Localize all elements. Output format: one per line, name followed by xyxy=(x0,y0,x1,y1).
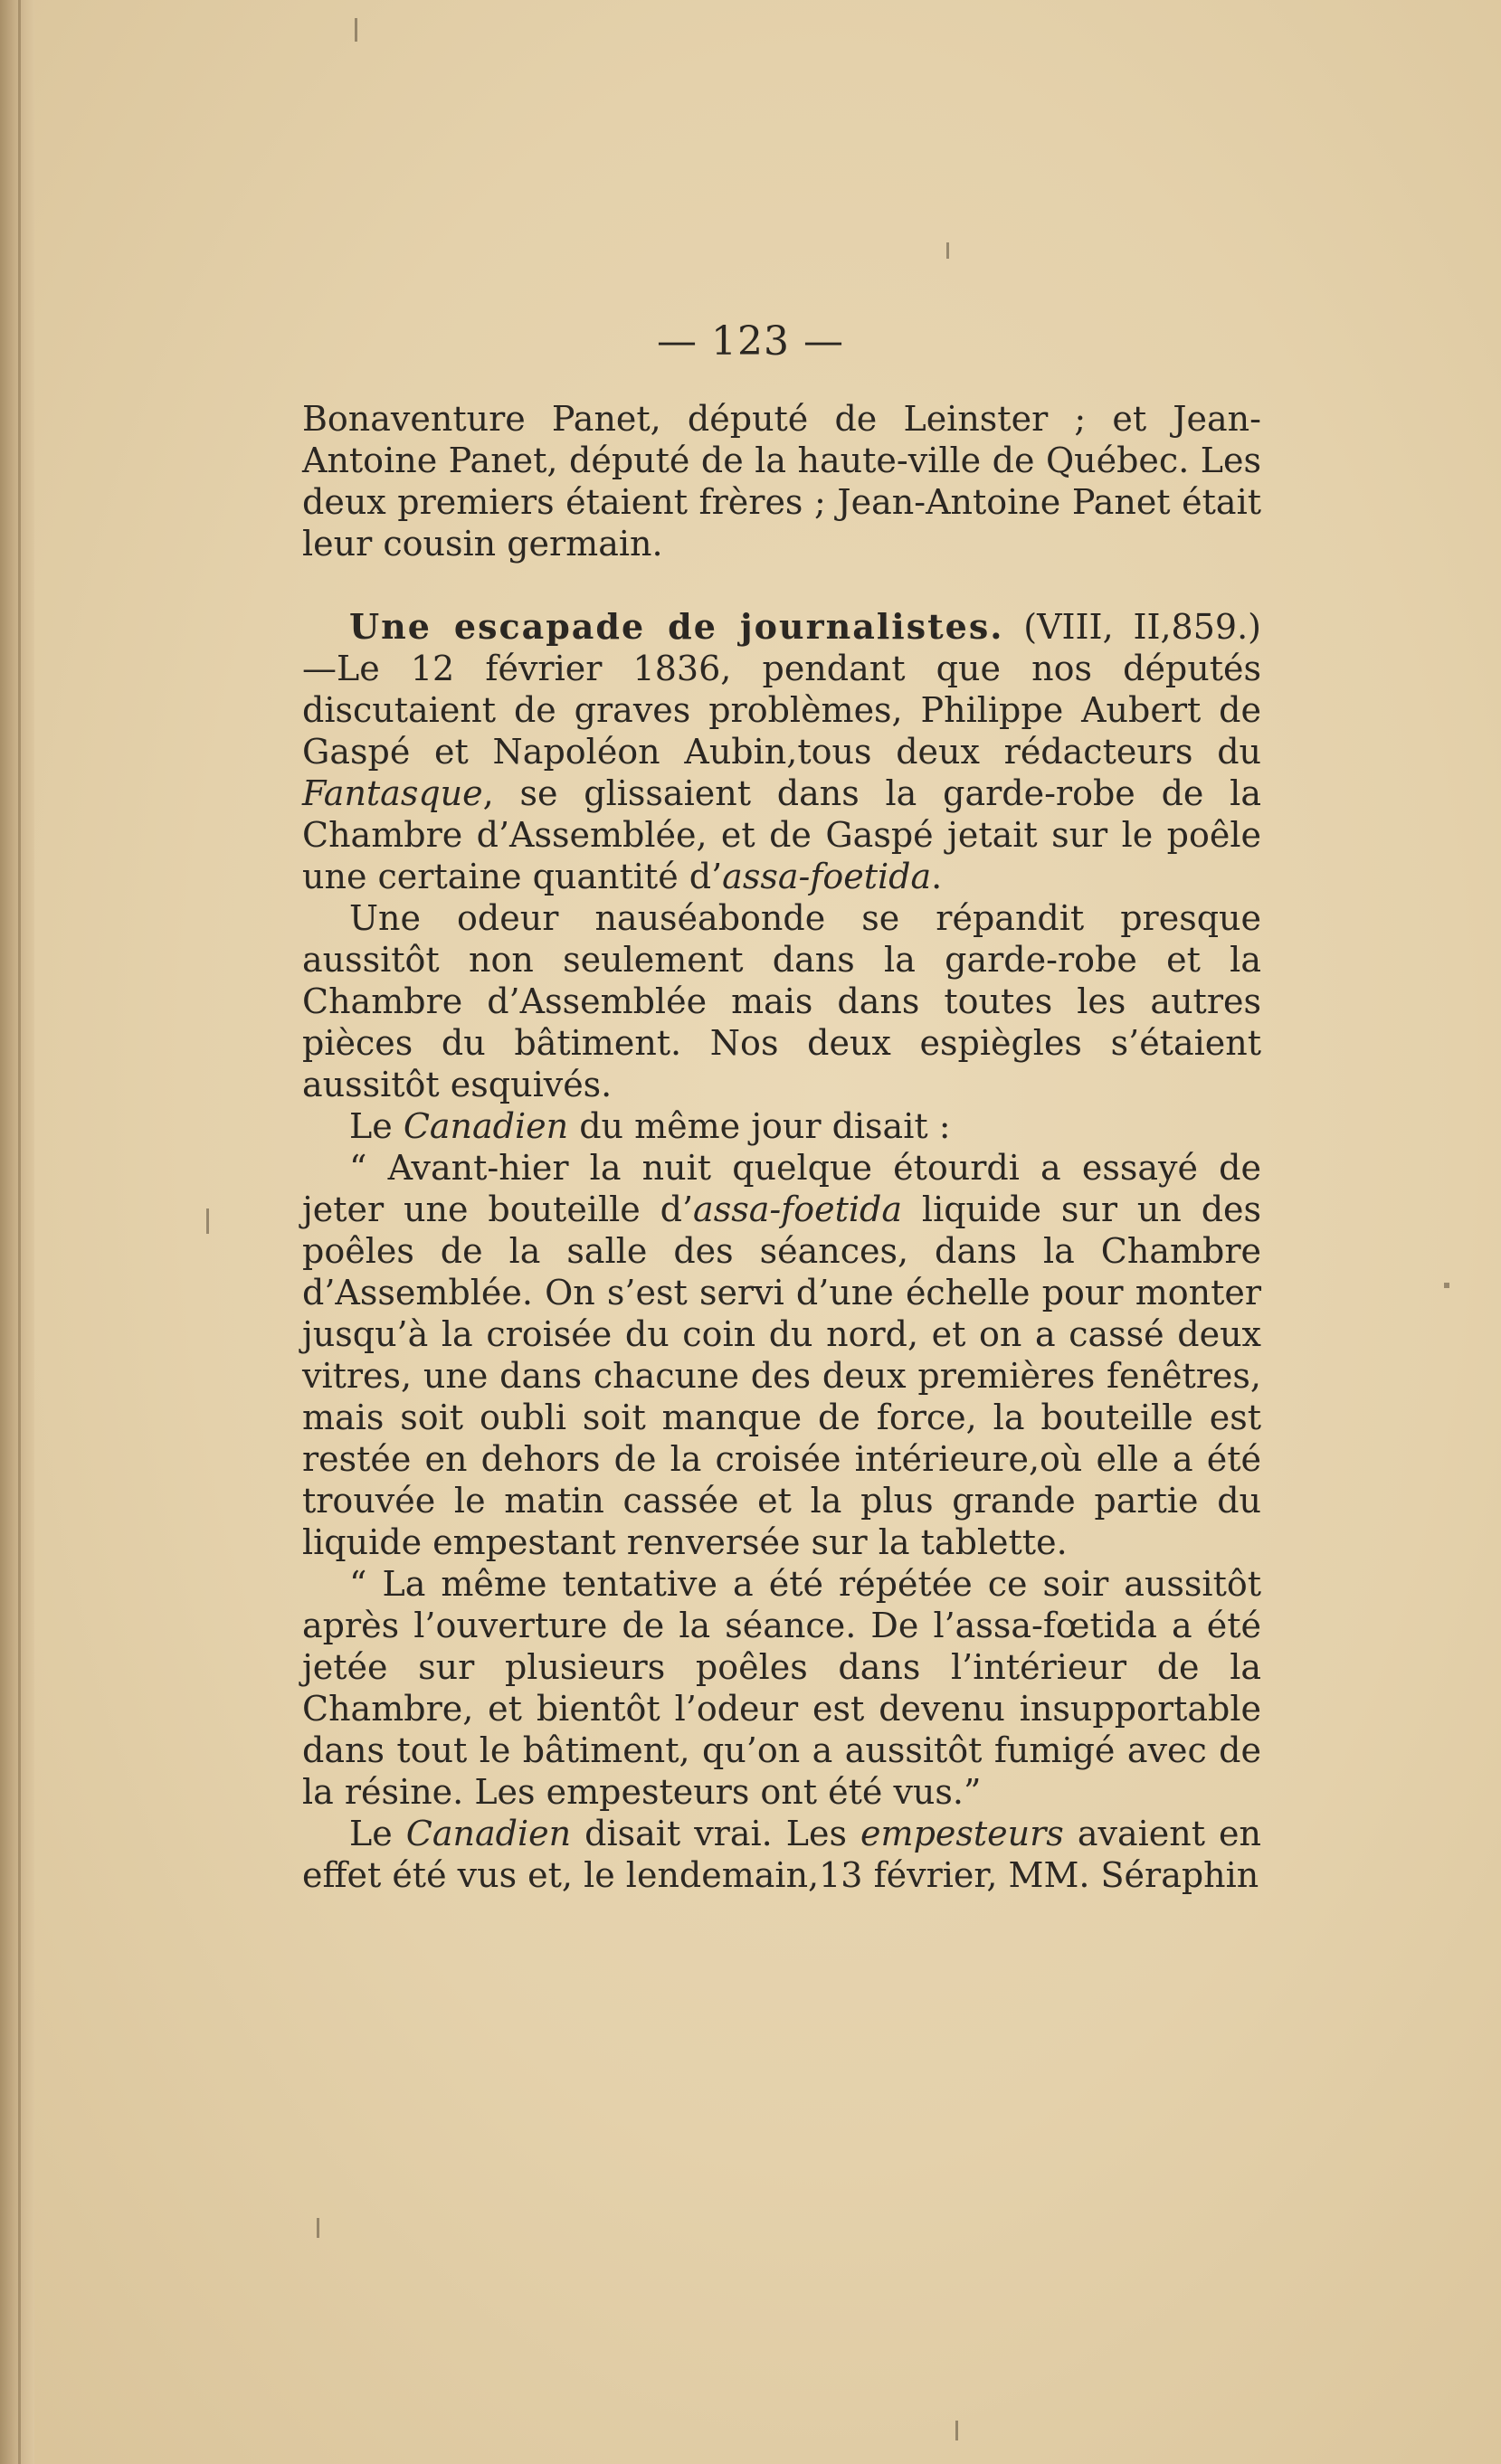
page-gutter xyxy=(0,0,34,2464)
paragraph-text: , se glissaient dans la garde-robe de la Chambre d’Assemblée, et de Gaspé jetait sur le poêle une certaine quantité d’ xyxy=(302,773,1261,896)
volume-reference: (VIII, II,859.) xyxy=(1003,607,1261,647)
paragraph xyxy=(302,606,1261,897)
italic-title: Canadien xyxy=(405,1814,572,1853)
italic-title: Fantasque xyxy=(302,773,483,813)
paragraph-text: Le xyxy=(349,1106,404,1146)
paragraph-text: du même jour disait : xyxy=(568,1106,951,1146)
paragraph-text: “ Avant-hier la nuit quelque étourdi a essayé de jeter une bouteille d’ xyxy=(302,1148,1261,1229)
italic-title: Canadien xyxy=(403,1106,569,1146)
italic-term: assa-foetida xyxy=(722,857,932,896)
blemish-mark xyxy=(955,2421,958,2440)
blemish-mark xyxy=(946,242,949,259)
paragraph-text: disait vrai. Les xyxy=(571,1814,861,1853)
paragraph-text: avaient en effet été vus et, le lendemain,13 février, MM. Séraphin xyxy=(302,1814,1261,1895)
quoted-paragraph xyxy=(302,1147,1261,1563)
paragraph xyxy=(302,398,1261,564)
blemish-mark xyxy=(1444,1283,1449,1288)
paragraph xyxy=(302,897,1261,1105)
body-text xyxy=(302,398,1261,1896)
quoted-paragraph xyxy=(302,1563,1261,1813)
section-heading: Une escapade de journalistes. xyxy=(349,606,1004,647)
italic-term: empesteurs xyxy=(860,1814,1064,1853)
paragraph-text: Le xyxy=(349,1814,406,1853)
paragraph xyxy=(302,1813,1261,1896)
paragraph-text: “ La même tentative a été répétée ce soir aussitôt après l’ouverture de la séance. De l’assa-fœtida a été jetée sur plusieurs poêles dans l’intérieur de la Chambre, et bientôt l’odeur est devenu insupportable dans tout le bâtiment, qu’on a aussitôt fumigé avec de la résine. Les empesteurs ont été vus.” xyxy=(302,1564,1261,1812)
blemish-mark xyxy=(317,2218,319,2238)
page-number: — 123 — xyxy=(657,318,844,365)
paragraph-text: liquide sur un des poêles de la salle des séances, dans la Chambre d’Assemblée. On s’est servi d’une échelle pour monter jusqu’à la croisée du coin du nord, et on a cassé deux vitres, une dans chacune des deux premières fenêtres, mais soit oubli soit manque de force, la bouteille est restée en dehors de la croisée intérieure,où elle a été trouvée le matin cassée et la plus grande partie du liquide empestant renversée sur la tablette. xyxy=(302,1189,1262,1562)
gutter-shadow-line xyxy=(18,0,21,2464)
blemish-mark xyxy=(206,1208,209,1234)
paragraph-text: . xyxy=(931,857,943,896)
paragraph-text: Une odeur nauséabonde se répandit presque aussitôt non seulement dans la garde-robe et la Chambre d’Assemblée mais dans toutes les autres pièces du bâtiment. Nos deux espiègles s’étaient aussitôt esquivés. xyxy=(302,898,1261,1104)
italic-term: assa-foetida xyxy=(693,1189,903,1229)
paragraph-text: —Le 12 février 1836, pendant que nos députés discutaient de graves problèmes, Philippe Aubert de Gaspé et Napoléon Aubin,tous deux rédacteurs du xyxy=(302,649,1261,772)
paragraph-text: Bonaventure Panet, député de Leinster ; et Jean-Antoine Panet, député de la haute-ville de Québec. Les deux premiers étaient frères ; Jean-Antoine Panet était leur cousin germain. xyxy=(302,399,1261,564)
blemish-mark xyxy=(355,18,357,42)
paragraph xyxy=(302,1105,1261,1147)
